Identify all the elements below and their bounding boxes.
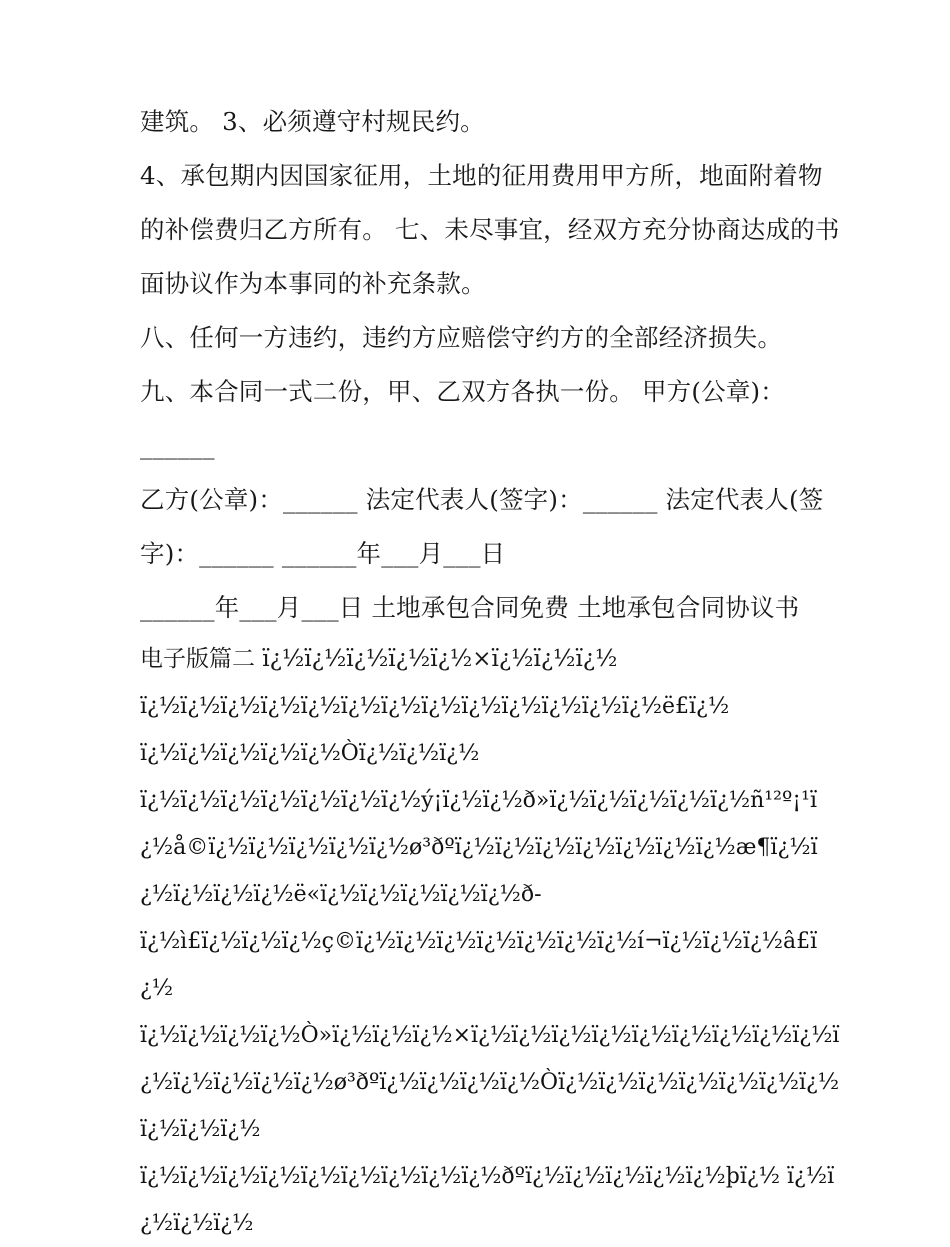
paragraph-clause-3: 建筑。 3、必须遵守村规民约。	[140, 107, 485, 136]
paragraph-clause-8: 八、任何一方违约，违约方应赔偿守约方的全部经济损失。	[140, 323, 783, 352]
paragraph-clause-9: 九、本合同一式二份，甲、乙双方各执一份。 甲方(公章)：	[140, 377, 786, 406]
paragraph-signature-party-b: 乙方(公章)：______ 法定代表人(签字)：______ 法定代表人(签字)：______ ______年___月___日	[140, 485, 824, 568]
document-body	[140, 95, 840, 1247]
paragraph-mojibake-4: ï¿½ì£ï¿½ï¿½ï¿½ç©ï¿½ï¿½ï¿½ï¿½ï¿½ï¿½ï¿½í¬ï¿½ï¿½ï¿½â£ï¿½	[140, 929, 818, 1001]
paragraph-clause-4: 4、承包期内因国家征用，土地的征用费用甲方所，地面附着物的补偿费归乙方所有。 七、未尽事宜，经双方充分协商达成的书面协议作为本事同的补充条款。	[140, 161, 840, 298]
paragraph-mojibake-1: ï¿½ï¿½ï¿½ï¿½ï¿½ï¿½ï¿½ï¿½ï¿½ï¿½ï¿½ï¿½ï¿½ë£ï¿½	[140, 694, 730, 719]
paragraph-mojibake-6: ï¿½ï¿½ï¿½ï¿½ï¿½ï¿½ï¿½ï¿½ï¿½ðºï¿½ï¿½ï¿½ï¿½ï¿½þï¿½ ï¿½ï¿½ï¿½ï¿½	[140, 1164, 835, 1236]
signature-blank-rule: ______	[140, 431, 215, 460]
paragraph-mojibake-5: ï¿½ï¿½ï¿½ï¿½Ò»ï¿½ï¿½ï¿½×ï¿½ï¿½ï¿½ï¿½ï¿½ï¿½ï¿½ï¿½ï¿½ï¿½ï¿½ï¿½ï¿½ï¿½ø³ðºï¿½ï¿½ï¿½ï¿½Òï¿½ï¿½ï¿½ï¿½ï¿½ï¿½ï¿½ï¿½ï¿½ï¿½	[140, 1023, 840, 1142]
paragraph-date-and-titles: ______年___月___日 土地承包合同免费 土地承包合同协议书	[140, 593, 800, 622]
paragraph-mojibake-2: ï¿½ï¿½ï¿½ï¿½ï¿½Òï¿½ï¿½ï¿½	[140, 741, 480, 766]
paragraph-section-two-heading: 电子版篇二 ï¿½ï¿½ï¿½ï¿½ï¿½×ï¿½ï¿½ï¿½	[140, 646, 618, 672]
paragraph-mojibake-3: ï¿½ï¿½ï¿½ï¿½ï¿½ï¿½ï¿½ý¡ï¿½ï¿½ð»ï¿½ï¿½ï¿½ï¿½ï¿½ñ¹²º¡¹ï¿½å©ï¿½ï¿½ï¿½ï¿½ï¿½ø³ðºï¿½ï¿½ï¿½ï¿½ï¿½ï¿½ï¿½æ¶ï¿½ï¿½ï¿½ï¿½ï¿½ë«ï¿½ï¿½ï¿½ï¿½ï¿½ð-	[140, 788, 818, 907]
